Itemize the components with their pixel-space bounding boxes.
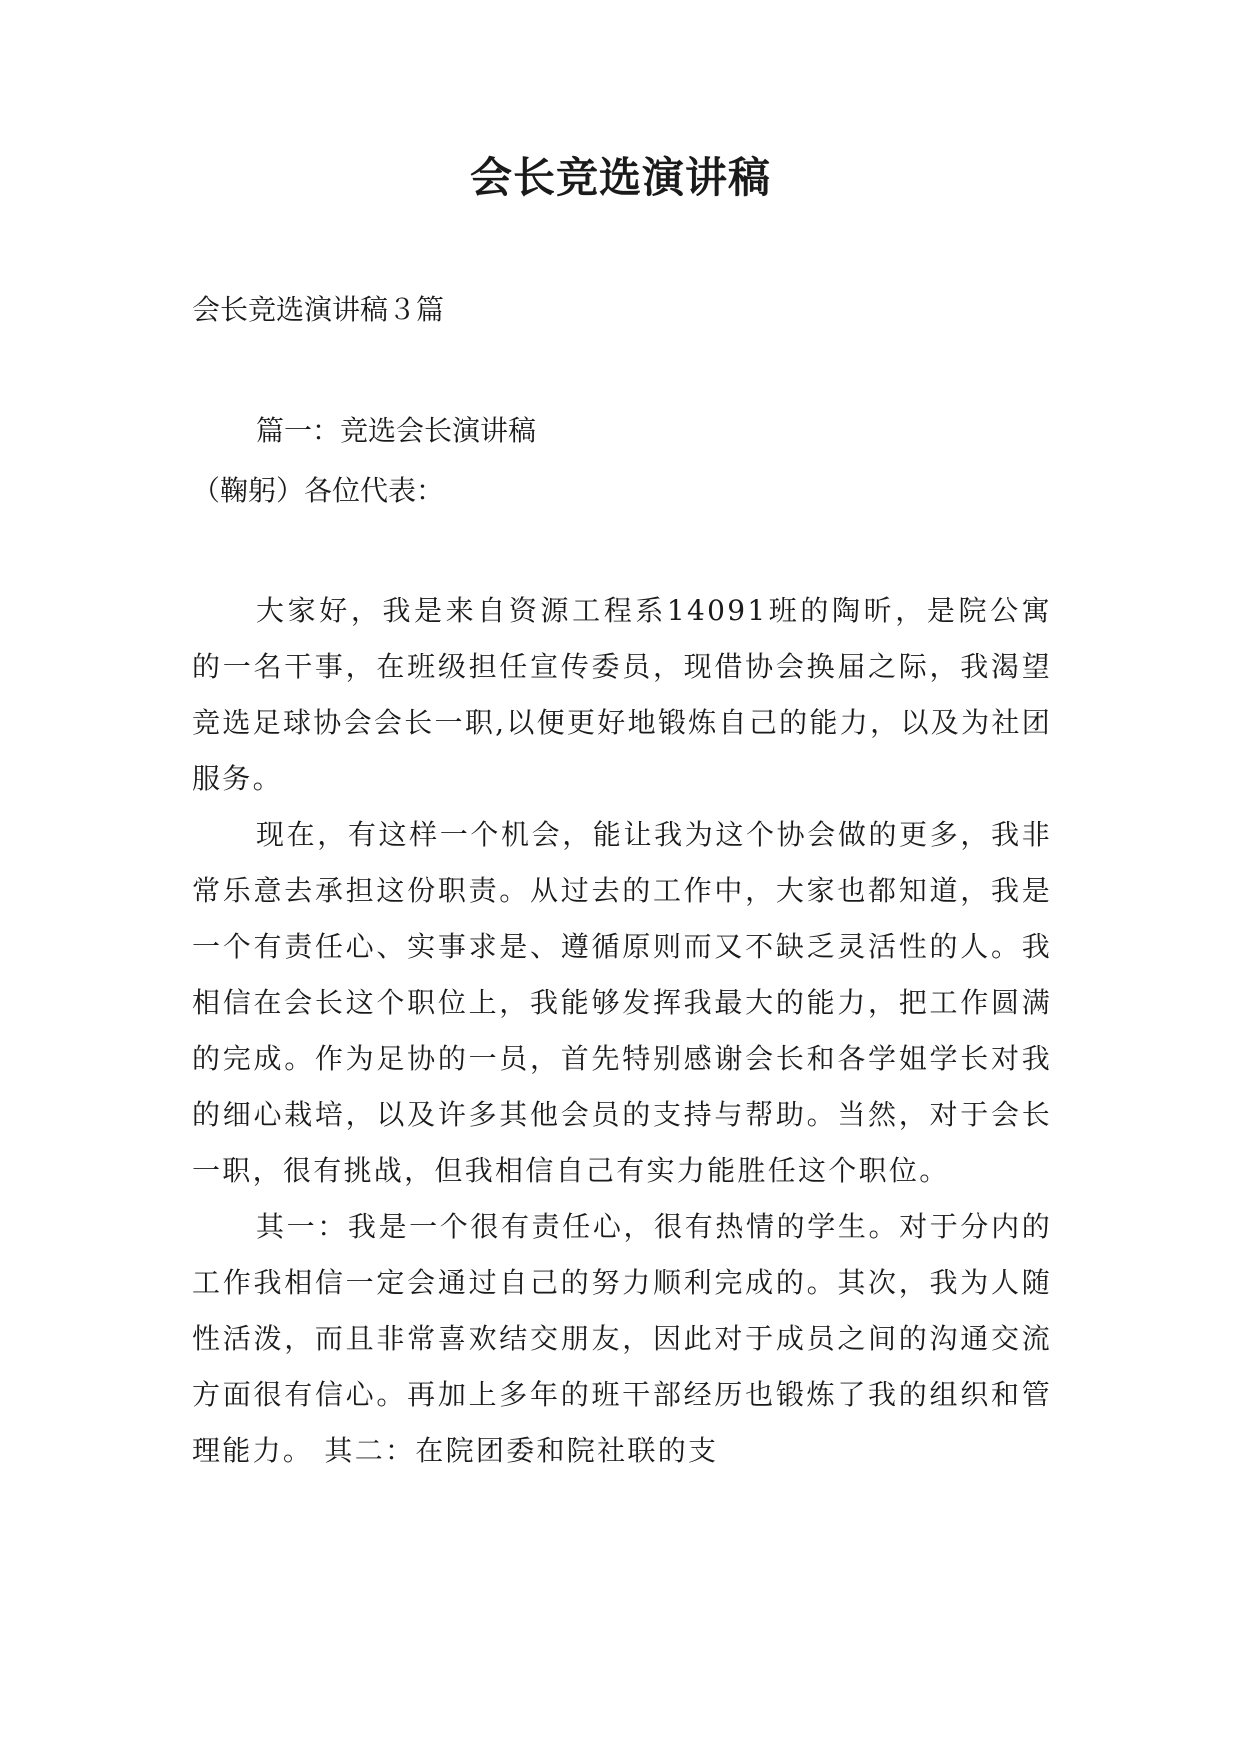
salutation: （鞠躬）各位代表：	[192, 474, 445, 507]
paragraph: 现在，有这样一个机会，能让我为这个协会做的更多，我非常乐意去承担这份职责。从过去的工作中，大家也都知道，我是一个有责任心、实事求是、遵循原则而又不缺乏灵活性的人。我相信在会长这个职位上，我能够发挥我最大的能力，把工作圆满的完成。作为足协的一员，首先特别感谢会长和各学姐学长对我的细心栽培，以及许多其他会员的支持与帮助。当然，对于会长一职，很有挑战，但我相信自己有实力能胜任这个职位。	[192, 818, 1052, 1187]
paragraph: 大家好，我是来自资源工程系14091班的陶昕，是院公寓的一名干事，在班级担任宣传委员，现借协会换届之际，我渴望竞选足球协会会长一职,以便更好地锻炼自己的能力，以及为社团服务。	[192, 594, 1052, 795]
document-subtitle: 会长竞选演讲稿３篇	[192, 293, 445, 326]
paragraph: 其一：我是一个很有责任心，很有热情的学生。对于分内的工作我相信一定会通过自己的努力顺利完成的。其次，我为人随性活泼，而且非常喜欢结交朋友，因此对于成员之间的沟通交流方面很有信心。再加上多年的班干部经历也锻炼了我的组织和管理能力。 其二：在院团委和院社联的支	[192, 1210, 1052, 1467]
document-title: 会长竞选演讲稿	[469, 153, 771, 202]
section-heading: 篇一：竞选会长演讲稿	[256, 414, 537, 447]
body-text	[192, 583, 1052, 1479]
